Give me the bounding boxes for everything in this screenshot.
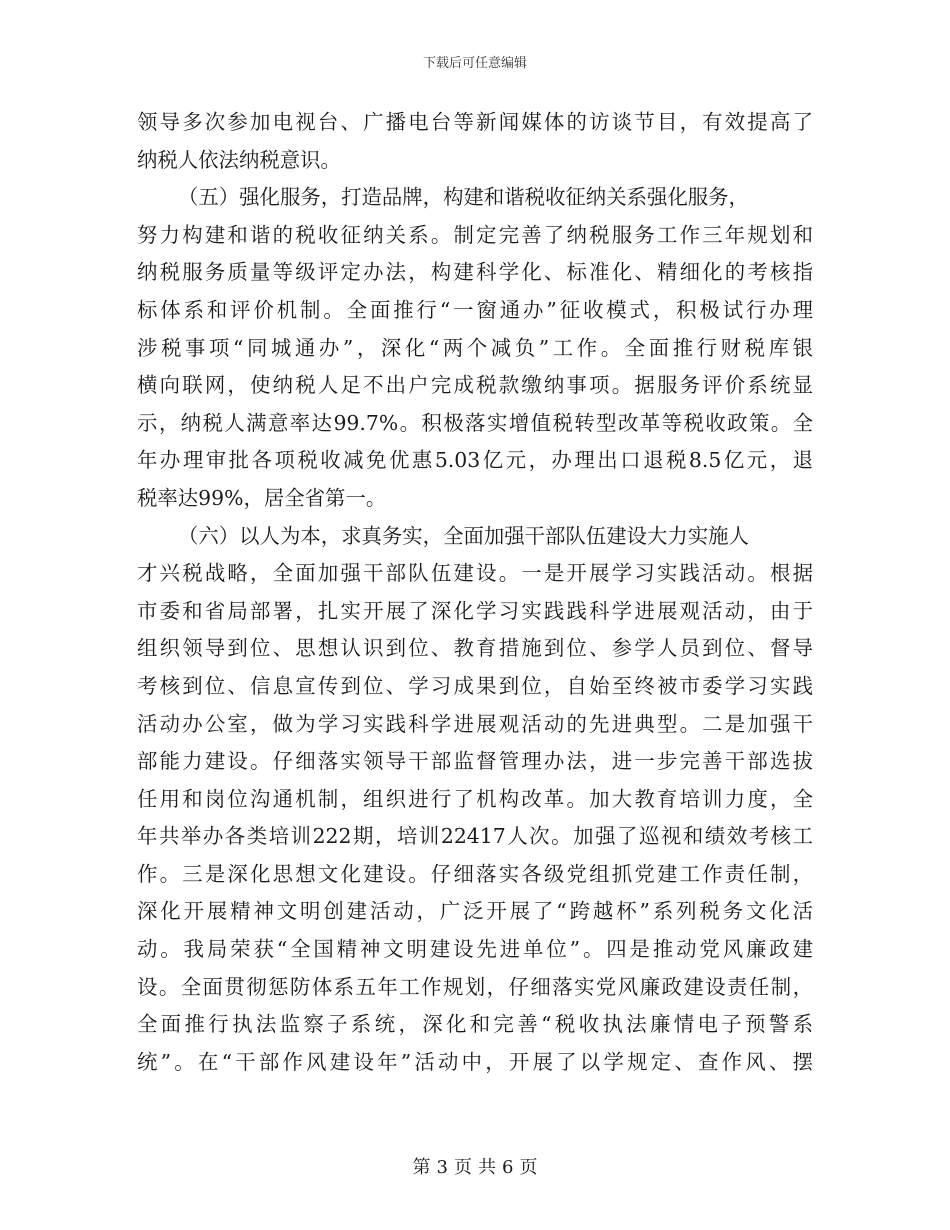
body-line: 部能力建设。仔细落实领导干部监督管理办法，进一步完善干部选拔 — [137, 749, 813, 774]
body-line: 动。我局荣获“全国精神文明建设先进单位”。四是推动党风廉政建 — [137, 937, 813, 962]
body-line: 全面推行执法监察子系统，深化和完善“税收执法廉情电子预警系 — [137, 1012, 813, 1037]
body-line: 税率达99%，居全省第一。 — [137, 485, 387, 510]
page-header: 下载后可任意编辑 — [422, 56, 527, 71]
body-line: 横向联网，使纳税人足不出户完成税款缴纳事项。据服务评价系统显 — [137, 373, 813, 398]
body-line: 示，纳税人满意率达99.7%。积极落实增值税转型改革等税收政策。全 — [137, 410, 813, 435]
body-line: 活动办公室，做为学习实践科学进展观活动的先进典型。二是加强干 — [137, 711, 813, 736]
body-line: 才兴税战略，全面加强干部队伍建设。一是开展学习实践活动。根据 — [137, 561, 813, 586]
current-page-number: 3 — [436, 1157, 448, 1178]
body-line: 市委和省局部署，扎实开展了深化学习实践践科学进展观活动，由于 — [137, 598, 813, 623]
body-line: 任用和岗位沟通机制，组织进行了机构改革。加大教育培训力度，全 — [137, 786, 813, 811]
section-heading-5: （五）强化服务，打造品牌，构建和谐税收征纳关系强化服务， — [178, 185, 749, 210]
section-heading-6: （六）以人为本，求真务实，全面加强干部队伍建设大力实施人 — [178, 523, 749, 548]
body-line: 领导多次参加电视台、广播电台等新闻媒体的访谈节目，有效提高了 — [137, 110, 813, 134]
body-line: 标体系和评价机制。全面推行“一窗通办”征收模式，积极试行办理 — [137, 297, 813, 322]
body-line: 年共举办各类培训222期，培训22417人次。加强了巡视和绩效考核工 — [137, 824, 813, 849]
footer-di: 第 — [412, 1157, 431, 1178]
body-line: 年办理审批各项税收减免优惠5.03亿元，办理出口退税8.5亿元，退 — [137, 448, 813, 473]
body-line: 涉税事项“同城通办”，深化“两个减负”工作。全面推行财税库银 — [137, 335, 813, 360]
body-line: 组织领导到位、思想认识到位、教育措施到位、参学人员到位、督导 — [137, 636, 813, 661]
footer-ye: 页 — [454, 1157, 472, 1178]
body-line: 努力构建和谐的税收征纳关系。制定完善了纳税服务工作三年规划和 — [137, 222, 813, 247]
body-line: 深化开展精神文明创建活动，广泛开展了“跨越杯”系列税务文化活 — [137, 899, 813, 924]
page-footer — [0, 1153, 950, 1179]
footer-gong: 共 — [478, 1157, 496, 1178]
total-page-number: 6 — [502, 1157, 514, 1178]
body-line: 考核到位、信息宣传到位、学习成果到位，自始至终被市委学习实践 — [137, 673, 813, 698]
footer-ye2: 页 — [519, 1157, 538, 1178]
body-line: 纳税人依法纳税意识。 — [137, 147, 341, 172]
body-line: 设。全面贯彻惩防体系五年工作规划，仔细落实党风廉政建设责任制， — [137, 974, 813, 999]
body-line: 作。三是深化思想文化建设。仔细落实各级党组抓党建工作责任制， — [137, 861, 813, 886]
body-line: 统”。在“干部作风建设年”活动中，开展了以学规定、查作风、摆 — [137, 1049, 813, 1074]
document-body — [137, 104, 813, 1081]
body-line: 纳税服务质量等级评定办法，构建科学化、标准化、精细化的考核指 — [137, 260, 813, 285]
